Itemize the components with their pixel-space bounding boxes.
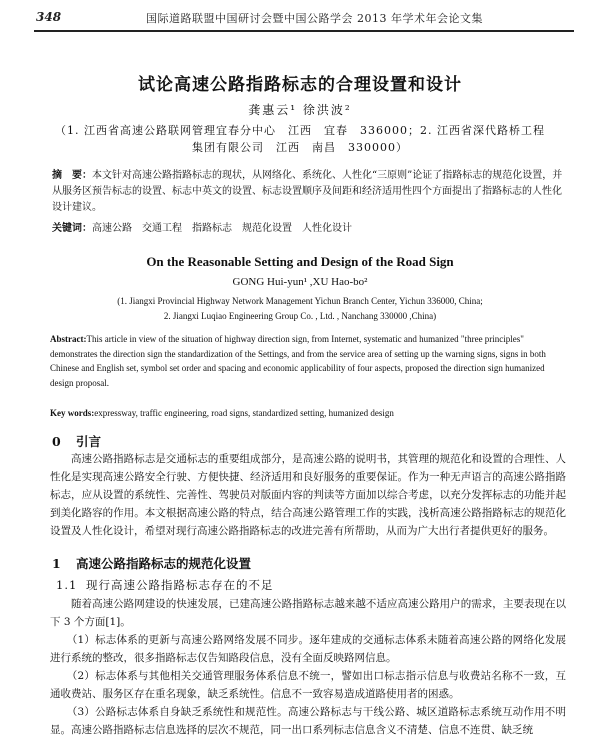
affiliation-line-2: 集团有限公司 江西 南昌 330000）: [192, 141, 408, 154]
section-title: 引言: [76, 434, 102, 449]
keywords-en-text: expressway, traffic engineering, road signs, standardized setting, humanized design: [94, 408, 394, 418]
subsection-number: 1.1: [56, 578, 78, 592]
authors-en: GONG Hui-yun¹ ,XU Hao-bo²: [232, 276, 368, 288]
abstract-zh-text: 本文针对高速公路指路标志的现状，从网络化、系统化、人性化“三原则”论证了指路标志的规范化设置，并从服务区预告标志的设置、标志中英文的设置、标志设置顺序及间距和经济适用性四个方面提出了指路标志的人性化设计建议。: [52, 170, 563, 213]
authors: 龚惠云¹ 徐洪波²: [248, 103, 352, 117]
title-en: On the Reasonable Setting and Design of the Road Sign: [146, 254, 454, 269]
paragraph-intro: 高速公路指路标志是交通标志的重要组成部分，是高速公路的说明书，其管理的规范化和设置的合理性、人性化是实现高速公路安全行驶、方便快捷、经济适用和良好服务的重要保证。作为一种无声语言的高速公路指路标志，应从设置的系统性、完善性、驾驶员对版面内容的判读等方面加以综合考虑，以充分发挥标志的功能并起到美化路容的作用。本文根据高速公路的特点，结合高速公路管理工作的实践，浅析高速公路指路标志的规范化设置及人性化设计，希望对现行高速公路指路标志的改进完善有所帮助，从而为广大出行者提供更好的服务。: [50, 453, 566, 537]
paragraph-1-3: （2）标志体系与其他相关交通管理服务体系信息不统一，譬如出口标志指示信息与收费站名称不一致，互通收费站、服务区存在重名现象，缺乏系统性。信息不一致容易造成道路使用者的困惑。: [50, 670, 566, 700]
keywords-zh-label: 关键词：: [52, 223, 92, 234]
paragraph-1-2: （1）标志体系的更新与高速公路网络发展不同步。逐年建成的交通标志体系未随着高速公路的网络化发展进行系统的整改，很多指路标志仅告知路段信息，没有全面反映路网信息。: [50, 634, 566, 664]
page-number: 348: [36, 10, 62, 24]
abstract-zh: [52, 168, 564, 216]
affiliation-line-1: （1. 江西省高速公路联网管理宜春分中心 江西 宜春 336000；2. 江西省深代路桥工程: [55, 124, 545, 137]
paper-title: 试论高速公路指路标志的合理设置和设计: [138, 75, 462, 95]
subsection-heading-1-1: [56, 577, 274, 593]
keywords-en: [50, 408, 394, 418]
section-heading-intro: [52, 432, 101, 450]
abstract-zh-label: 摘 要：: [52, 170, 92, 181]
keywords-zh-text: 高速公路 交通工程 指路标志 规范化设置 人性化设计: [92, 223, 352, 234]
keywords-zh: [52, 219, 352, 234]
affiliation-en-line-2: 2. Jiangxi Luqiao Engineering Group Co. , Ltd. , Nanchang 330000 ,China): [163, 311, 437, 321]
section-number: 0: [52, 434, 61, 449]
section-number: 1: [52, 556, 61, 571]
paragraph-1-1: 随着高速公路网建设的快速发展，已建高速公路指路标志越来越不适应高速公路用户的需求，主要表现在以下 3 个方面[1]。: [50, 598, 566, 628]
abstract-en-text: This article in view of the situation of highway direction sign, from Internet, systematic and humanized "three principles" demonstrates the direction sign the standardization of the Settings, and from the service area of setting up the warning signs, signs in both Chinese and English set, symbol set order and spacing and economic applicability of four aspects, proposed the direction sign humanized design proposal.: [50, 334, 546, 388]
subsection-title: 现行高速公路指路标志存在的不足: [86, 578, 274, 592]
section-heading-1: [52, 554, 251, 572]
abstract-en-label: Abstract:: [50, 334, 87, 344]
running-header: 国际道路联盟中国研讨会暨中国公路学会 2013 年学术年会论文集: [146, 12, 483, 25]
keywords-en-label: Key words:: [50, 408, 95, 418]
paragraph-1-4: （3）公路标志体系自身缺乏系统性和规范性。高速公路标志与干线公路、城区道路标志系统互动作用不明显。高速公路指路标志信息选择的层次不规范，同一出口系列标志信息含义不清楚、信息不连贯、缺乏统: [50, 706, 566, 736]
section-title: 高速公路指路标志的规范化设置: [76, 556, 252, 571]
abstract-en: [50, 332, 566, 390]
affiliation-en-line-1: (1. Jiangxi Provincial Highway Network Management Yichun Branch Center, Yichun 336000, China;: [117, 296, 483, 306]
header-rule: [34, 30, 574, 32]
